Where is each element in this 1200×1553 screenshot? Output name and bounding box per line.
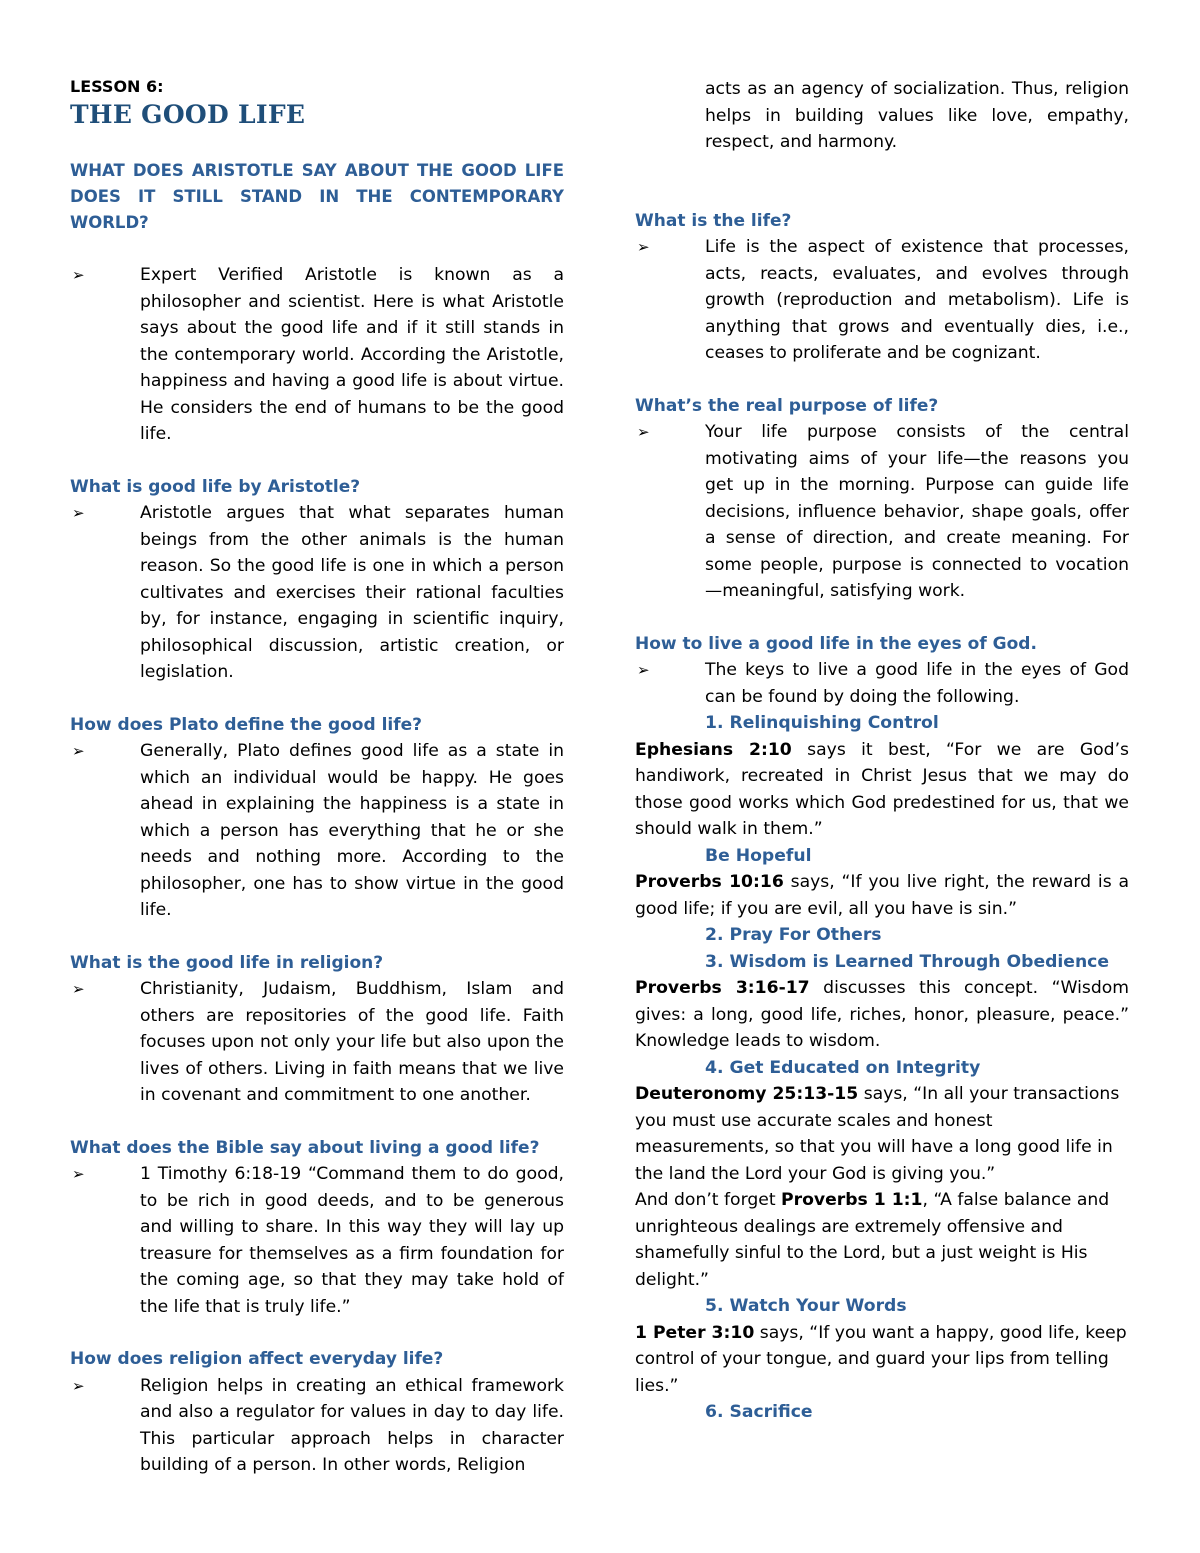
key-title-sacrifice: 6. Sacrifice (705, 1402, 813, 1422)
section-bullet-god (635, 657, 1129, 710)
key-text-integrity-more (635, 1187, 1129, 1293)
section-heading-life: What is the life? (635, 210, 792, 231)
verse-text: discusses this concept. “Wisdom gives: a long, good life, riches, honor, pleasure, peace.” Knowledge leads to wisdom. (635, 978, 1129, 1051)
page-title: THE GOOD LIFE (70, 100, 306, 129)
key-text-words (635, 1320, 1129, 1400)
arrow-bullet-icon: ➢ (72, 742, 85, 760)
arrow-bullet-icon: ➢ (637, 423, 650, 441)
verse-reference: 1 Peter 3:10 (635, 1322, 755, 1343)
verse-reference: Proverbs 10:16 (635, 872, 784, 892)
verse-text: , “A false balance and unrighteous dealings are extremely offensive and shamefully sinful to the Lord, but a just weight is His delight.” (635, 1190, 1110, 1290)
right-column (635, 76, 1129, 1426)
section-text-god: The keys to live a good life in the eyes of God can be found by doing the following. (705, 660, 1129, 707)
verse-reference: Deuteronomy 25:13-15 (635, 1084, 859, 1104)
arrow-bullet-icon: ➢ (72, 266, 85, 284)
section-heading-religion: What is the good life in religion? (70, 952, 384, 973)
arrow-bullet-icon: ➢ (72, 1165, 85, 1183)
section-bullet-everyday (70, 1373, 564, 1479)
verse-intro: And don’t forget (635, 1190, 782, 1210)
section-bullet-aristotle (70, 500, 564, 686)
arrow-bullet-icon: ➢ (72, 504, 85, 522)
section-text-aristotle: Aristotle argues that what separates human beings from the other animals is the human reason. So the good life is one in which a person cultivates and exercises their rational faculties by, for instance, engaging in scientific inquiry, philosophical discussion, artistic creation, or legislation. (140, 503, 564, 682)
verse-reference: Proverbs 1 1:1 (781, 1190, 923, 1210)
intro-bullet-text: Expert Verified Aristotle is known as a philosopher and scientist. Here is what Aristotle says about the good life and if it still stands in the contemporary world. According the Aristotle, happiness and having a good life is about virtue. He considers the end of humans to be the good life. (140, 265, 564, 444)
verse-reference: Ephesians 2:10 (635, 739, 792, 760)
section-text-everyday: Religion helps in creating an ethical framework and also a regulator for values in day to day life. This particular approach helps in character building of a person. In other words, Religion (140, 1375, 564, 1475)
section-text-plato: Generally, Plato defines good life as a state in which an individual would be happy. He goes ahead in explaining the happiness is a state in which a person has everything that he or she needs and nothing more. According to the philosopher, one has to show virtue in the good life. (140, 741, 564, 920)
section-text-life: Life is the aspect of existence that processes, acts, reacts, evaluates, and evolves through growth (reproduction and metabolism). Life is anything that grows and eventually dies, i.e., ceases to proliferate and be cognizant. (705, 237, 1129, 363)
section-heading-purpose: What’s the real purpose of life? (635, 395, 939, 416)
section-bullet-plato (70, 738, 564, 924)
intro-bullet (70, 262, 564, 448)
arrow-bullet-icon: ➢ (72, 980, 85, 998)
verse-reference: Proverbs 3:16-17 (635, 978, 810, 998)
key-text-wisdom (635, 975, 1129, 1055)
verse-text: says, “If you want a happy, good life, keep control of your tongue, and guard your lips from telling lies.” (635, 1322, 1127, 1396)
section-heading-everyday: How does religion affect everyday life? (70, 1349, 444, 1369)
section-bullet-bible (70, 1161, 564, 1320)
section-text-religion: Christianity, Judaism, Buddhism, Islam and others are repositories of the good life. Faith focuses upon not only your life but also upon the lives of others. Living in faith means that we live in covenant and commitment to one another. (140, 979, 564, 1105)
key-title-words: 5. Watch Your Words (705, 1296, 907, 1316)
left-column (70, 76, 564, 1479)
key-title-hopeful: Be Hopeful (705, 845, 812, 866)
intro-question: WHAT DOES ARISTOTLE SAY ABOUT THE GOOD LIFE DOES IT STILL STAND IN THE CONTEMPORARY WORLD? (70, 161, 564, 232)
arrow-bullet-icon: ➢ (637, 238, 650, 256)
section-text-bible: 1 Timothy 6:18-19 “Command them to do good, to be rich in good deeds, and to be generous and willing to share. In this way they will lay up treasure for themselves as a firm foundation for the coming age, so that they may take hold of the life that is truly life.” (140, 1164, 564, 1317)
key-title-pray: 2. Pray For Others (705, 925, 882, 945)
key-title-wisdom: 3. Wisdom is Learned Through Obedience (705, 951, 1110, 972)
lesson-label: LESSON 6: (70, 77, 164, 96)
key-text-hopeful (635, 869, 1129, 922)
section-heading-god: How to live a good life in the eyes of God. (635, 633, 1037, 654)
section-bullet-purpose (635, 419, 1129, 605)
key-title-integrity: 4. Get Educated on Integrity (705, 1057, 981, 1078)
arrow-bullet-icon: ➢ (72, 1376, 85, 1395)
section-bullet-religion (70, 976, 564, 1109)
verse-text: says, “In all your transactions you must use accurate scales and honest measurements, so that you will have a long good life in the land the Lord your God is giving you.” (635, 1084, 1120, 1184)
arrow-bullet-icon: ➢ (637, 661, 650, 679)
verse-text: says, “If you live right, the reward is a good life; if you are evil, all you have is sin.” (635, 872, 1129, 919)
section-heading-bible: What does the Bible say about living a good life? (70, 1137, 540, 1158)
section-bullet-life (635, 234, 1129, 367)
key-text-integrity (635, 1081, 1129, 1187)
key-text-relinquishing (635, 737, 1129, 843)
section-text-purpose: Your life purpose consists of the central motivating aims of your life—the reasons you get up in the morning. Purpose can guide life decisions, influence behavior, shape goals, offer a sense of direction, and create meaning. For some people, purpose is connected to vocation —meaningful, satisfying work. (705, 422, 1129, 601)
key-title-relinquishing: 1. Relinquishing Control (705, 713, 939, 733)
section-heading-plato: How does Plato define the good life? (70, 714, 423, 735)
section-text-everyday-continued: acts as an agency of socialization. Thus, religion helps in building values like love, empathy, respect, and harmony. (705, 79, 1129, 152)
section-heading-aristotle: What is good life by Aristotle? (70, 476, 361, 497)
verse-text: says it best, “For we are God’s handiwork, recreated in Christ Jesus that we may do those good works which God predestined for us, that we should walk in them.” (635, 739, 1129, 839)
